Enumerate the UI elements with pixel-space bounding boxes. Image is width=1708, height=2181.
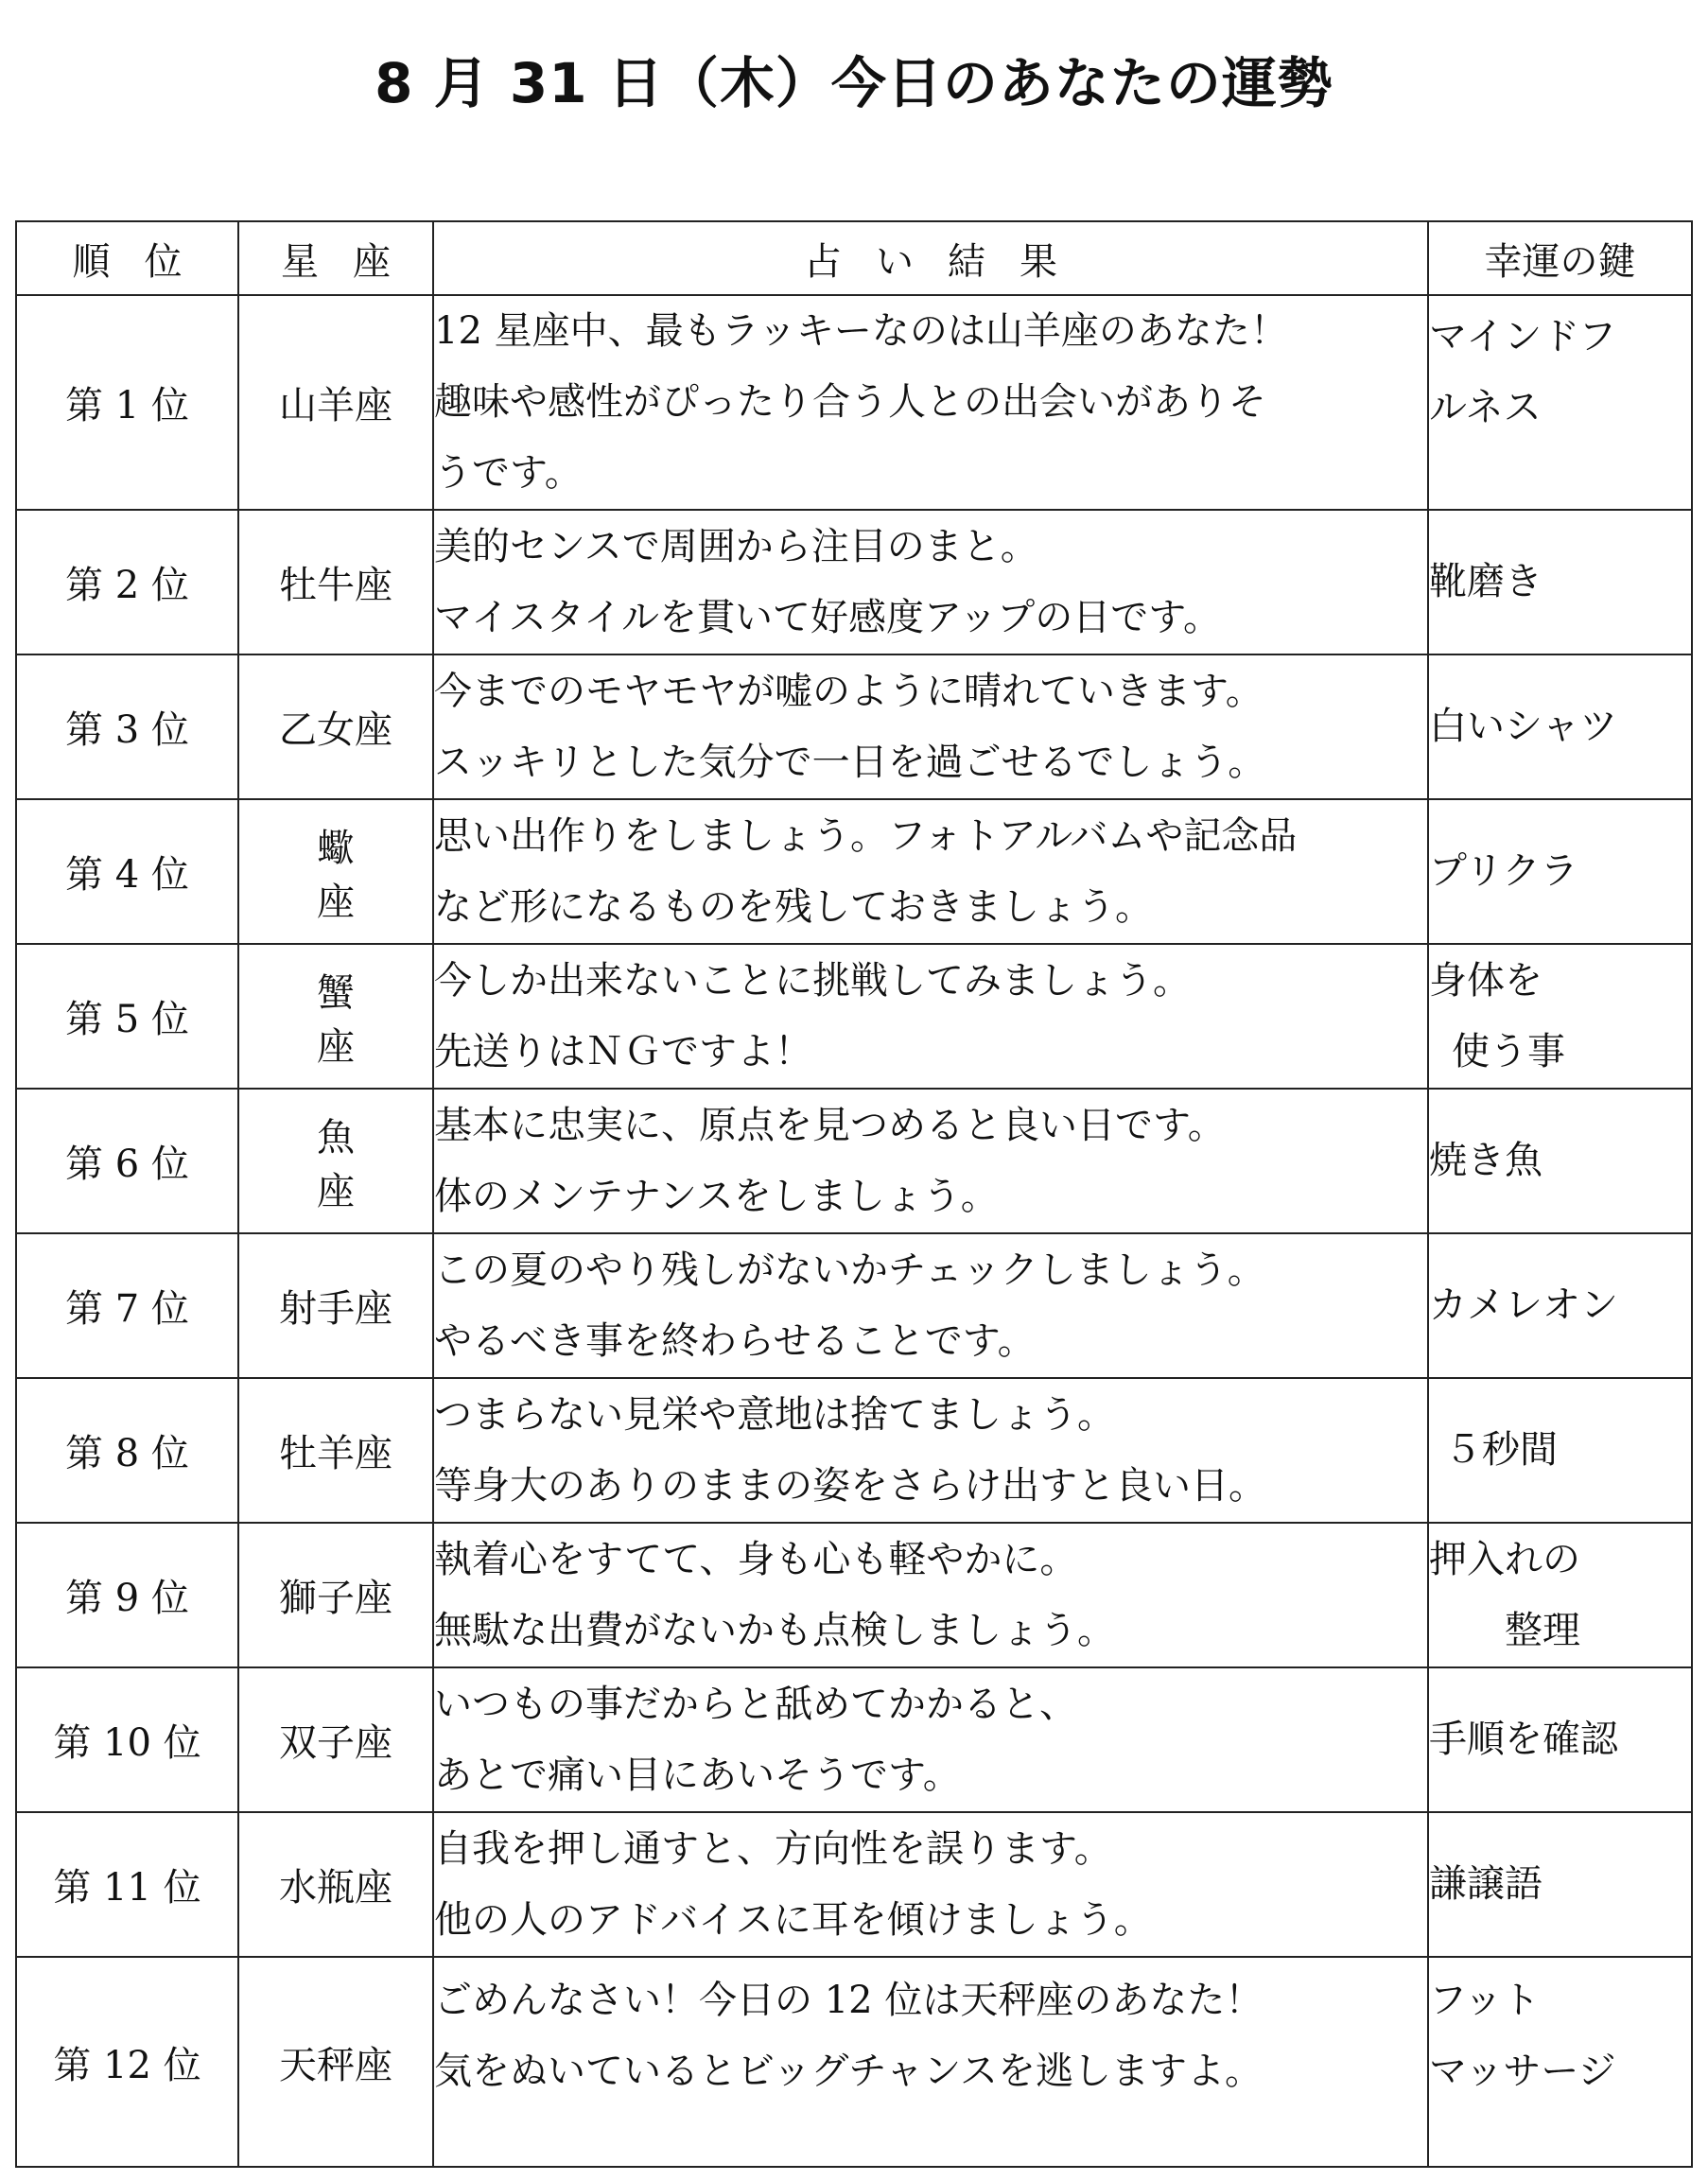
rank-cell: 第 11 位 [16,1812,238,1957]
lucky-key-cell [1428,1812,1692,1957]
result-line: 12 星座中、最もラッキーなのは山羊座のあなた！ [434,309,1288,353]
result-cell [433,1089,1428,1233]
rank-cell: 第 8 位 [16,1378,238,1523]
table-row [16,654,1692,799]
sign-cell: 射手座 [238,1233,433,1378]
lucky-key-line: 白いシャツ [1429,705,1618,748]
lucky-key-cell [1428,1957,1692,2167]
result-cell [433,944,1428,1089]
result-line: 等身大のありのままの姿をさらけ出すと良い日。 [434,1463,1266,1508]
table-row [16,1667,1692,1812]
result-cell [433,1233,1428,1378]
result-cell [433,510,1428,654]
result-cell [433,1957,1428,2167]
lucky-key-line: ５秒間 [1444,1428,1558,1472]
result-line: 今までのモヤモヤが嘘のように晴れていきます。 [434,669,1264,713]
result-line: 気をぬいているとビッグチャンスを逃しますよ。 [434,2050,1263,2093]
result-cell [433,1378,1428,1523]
sign-cell: 獅子座 [238,1523,433,1667]
lucky-key-cell [1428,510,1692,654]
sign-cell: 蠍座 [238,799,433,944]
result-line: 基本に忠実に、原点を見つめると良い日です。 [434,1103,1226,1147]
result-line: スッキリとした気分で一日を過ごせるでしょう。 [434,740,1266,784]
page-title: 8 月 31 日（木）今日のあなたの運勢 [375,51,1333,115]
sign-cell: 山羊座 [238,295,433,510]
result-line: マイスタイルを貫いて好感度アップの日です。 [434,595,1221,639]
result-line: つまらない見栄や意地は捨てましょう。 [434,1392,1115,1437]
lucky-key-line: フット [1429,1979,1541,2022]
lucky-key-line: 押入れの [1429,1537,1580,1581]
result-line: 他の人のアドバイスに耳を傾けましょう。 [434,1897,1152,1942]
lucky-key-cell [1428,1089,1692,1233]
result-line: 思い出作りをしましょう。フォトアルバムや記念品 [434,813,1298,858]
result-cell [433,1523,1428,1667]
lucky-key-line: マッサージ [1429,2050,1616,2093]
result-cell [433,1667,1428,1812]
lucky-key-cell [1428,1667,1692,1812]
sign-cell: 乙女座 [238,654,433,799]
lucky-key-cell [1428,944,1692,1089]
lucky-key-line: ルネス [1429,386,1542,429]
result-cell [433,799,1428,944]
lucky-key-line: マインドフ [1429,315,1616,358]
rank-cell: 第 9 位 [16,1523,238,1667]
lucky-key-line: 靴磨き [1429,560,1542,603]
rank-cell: 第 2 位 [16,510,238,654]
table-row [16,295,1692,510]
lucky-key-cell [1428,799,1692,944]
rank-cell: 第 4 位 [16,799,238,944]
result-line: いつもの事だからと舐めてかかると、 [434,1682,1077,1726]
table-row [16,1812,1692,1957]
result-line: など形になるものを残しておきましょう。 [434,884,1153,929]
fortune-table [15,220,1693,2168]
result-line: あとで痛い目にあいそうです。 [434,1753,961,1797]
table-row [16,1089,1692,1233]
lucky-key-line: 整理 [1505,1608,1580,1652]
sign-cell: 牡牛座 [238,510,433,654]
rank-cell: 第 6 位 [16,1089,238,1233]
result-line: やるべき事を終わらせることです。 [434,1318,1036,1363]
rank-cell: 第 12 位 [16,1957,238,2167]
rank-cell: 第 7 位 [16,1233,238,1378]
header-key: 幸運の鍵 [1428,221,1692,295]
result-line: 無駄な出費がないかも点検しましょう。 [434,1608,1115,1652]
lucky-key-line: 身体を [1429,958,1542,1003]
lucky-key-line: カメレオン [1429,1283,1618,1327]
result-line: 今しか出来ないことに挑戦してみましょう。 [434,958,1191,1003]
result-line: うです。 [434,451,583,495]
sign-cell: 水瓶座 [238,1812,433,1957]
lucky-key-cell [1428,1523,1692,1667]
table-row [16,1523,1692,1667]
lucky-key-line: 使う事 [1452,1029,1565,1073]
table-row [16,1957,1692,2167]
result-line: 趣味や感性がぴったり合う人との出会いがありそ [434,380,1266,424]
result-line: 体のメンテナンスをしましょう。 [434,1174,999,1218]
header-rank: 順位 [16,221,238,295]
lucky-key-line: プリクラ [1429,849,1578,893]
header-sign: 星座 [238,221,433,295]
sign-cell: 双子座 [238,1667,433,1812]
lucky-key-line: 手順を確認 [1429,1718,1618,1761]
result-line: 先送りはＮＧですよ！ [434,1029,812,1073]
rank-cell: 第 5 位 [16,944,238,1089]
table-row [16,1233,1692,1378]
lucky-key-cell [1428,1378,1692,1523]
rank-cell: 第 3 位 [16,654,238,799]
table-row [16,1378,1692,1523]
sign-cell: 蟹座 [238,944,433,1089]
result-line: 執着心をすてて、身も心も軽やかに。 [434,1537,1078,1581]
header-result: 占い結果 [433,221,1428,295]
lucky-key-cell [1428,654,1692,799]
lucky-key-line: 謙譲語 [1429,1862,1542,1906]
result-line: この夏のやり残しがないかチェックしましょう。 [434,1248,1265,1292]
rank-cell: 第 1 位 [16,295,238,510]
table-row [16,799,1692,944]
sign-cell: 牡羊座 [238,1378,433,1523]
result-cell [433,654,1428,799]
sign-cell: 魚座 [238,1089,433,1233]
result-line: ごめんなさい！今日の 12 位は天秤座のあなた！ [434,1979,1264,2022]
table-header-row [16,221,1692,295]
table-row [16,510,1692,654]
result-line: 美的センスで周囲から注目のまと。 [434,524,1038,568]
lucky-key-line: 焼き魚 [1429,1139,1542,1182]
lucky-key-cell [1428,295,1692,510]
lucky-key-cell [1428,1233,1692,1378]
table-row [16,944,1692,1089]
rank-cell: 第 10 位 [16,1667,238,1812]
sign-cell: 天秤座 [238,1957,433,2167]
result-line: 自我を押し通すと、方向性を誤ります。 [434,1826,1112,1871]
result-cell [433,1812,1428,1957]
result-cell [433,295,1428,510]
